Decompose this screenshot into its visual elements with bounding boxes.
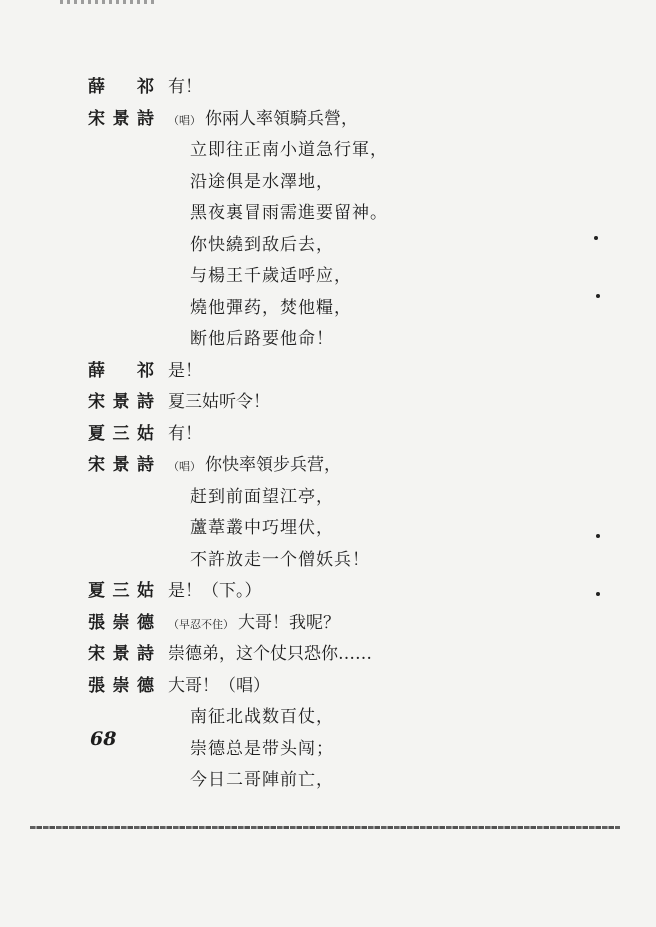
verse-line <box>190 513 334 545</box>
line-text: 赶到前面望江亭， <box>190 486 334 507</box>
verse-line <box>190 261 352 293</box>
line-text: 是！（下。） <box>168 581 262 601</box>
verse-line <box>190 167 334 199</box>
line-text: 立即往正南小道急行軍， <box>190 140 388 160</box>
line-text: 你兩人率領騎兵營， <box>205 108 358 129</box>
script-line <box>88 198 568 230</box>
script-line <box>88 513 568 545</box>
script-line <box>88 482 568 514</box>
speaker-name: 薛 祁 <box>88 77 154 97</box>
script-line <box>88 576 568 608</box>
dialogue-text <box>168 104 358 137</box>
dialogue-text <box>168 639 372 671</box>
dialogue-text <box>168 72 202 104</box>
speaker-name: 宋景詩 <box>88 392 154 412</box>
line-text: 崇德总是带头闯； <box>190 738 334 759</box>
script-line <box>88 230 568 262</box>
speaker-name: 夏三姑 <box>88 423 154 444</box>
script-line <box>88 167 568 199</box>
line-text: 断他后路要他命！ <box>190 329 334 349</box>
verse-line <box>190 765 334 797</box>
line-text: 蘆葦叢中巧埋伏， <box>190 518 334 538</box>
script-line <box>88 608 568 640</box>
speaker-name: 宋景詩 <box>88 108 154 129</box>
speaker-name: 宋景詩 <box>88 644 154 664</box>
line-text: 燒他彈药，焚他糧， <box>190 297 352 318</box>
scan-speck <box>594 236 598 240</box>
line-text: 与楊王千歲适呼应， <box>190 266 352 286</box>
script-line <box>88 639 568 671</box>
script-line <box>88 104 568 136</box>
dialogue-text <box>168 671 270 703</box>
dialogue-text <box>168 576 262 608</box>
scan-speck <box>596 534 600 538</box>
verse-line <box>190 135 388 167</box>
scan-speck <box>596 294 600 298</box>
line-text: 黑夜裏冒雨需進要留神。 <box>190 203 388 223</box>
script-line <box>88 671 568 703</box>
line-text: 南征北战数百仗， <box>190 707 334 727</box>
script-body <box>88 72 568 797</box>
dialogue-text <box>168 356 202 388</box>
line-text: 崇德弟，这个仗只恐你…… <box>168 644 372 664</box>
script-line <box>88 293 568 325</box>
script-line <box>88 387 568 419</box>
script-line <box>88 450 568 482</box>
line-text: 今日二哥陣前亡， <box>190 770 334 790</box>
script-line <box>88 545 568 577</box>
script-line <box>88 356 568 388</box>
verse-line <box>190 293 352 325</box>
script-line <box>88 72 568 104</box>
dialogue-text <box>168 387 270 419</box>
line-text: 有！ <box>168 423 202 444</box>
line-text: 你快繞到敌后去， <box>190 234 334 255</box>
verse-line <box>190 482 334 514</box>
verse-line <box>190 230 334 262</box>
script-line <box>88 702 568 734</box>
speaker-name: 張崇德 <box>88 675 154 696</box>
stage-direction: （唱） <box>168 460 201 473</box>
bottom-scan-edge <box>30 826 620 829</box>
line-text: 是！ <box>168 360 202 381</box>
dialogue-text <box>168 608 340 641</box>
dialogue-text <box>168 419 202 451</box>
line-text: 不許放走一个僧妖兵！ <box>190 549 370 570</box>
verse-line <box>190 545 370 577</box>
line-text: 大哥！（唱） <box>168 675 270 696</box>
line-text: 夏三姑听令！ <box>168 392 270 412</box>
script-line <box>88 419 568 451</box>
line-text: 有！ <box>168 77 202 97</box>
page-number: 68 <box>90 728 117 750</box>
stage-direction: （唱） <box>168 113 201 127</box>
top-scan-noise <box>60 0 155 4</box>
speaker-name: 夏三姑 <box>88 581 154 601</box>
script-line <box>88 135 568 167</box>
line-text: 沿途俱是水澤地， <box>190 171 334 192</box>
stage-direction: （早忍不住） <box>168 617 234 631</box>
speaker-name: 宋景詩 <box>88 455 154 475</box>
verse-line <box>190 734 334 766</box>
speaker-name: 張崇德 <box>88 612 154 633</box>
script-line <box>88 324 568 356</box>
verse-line <box>190 324 334 356</box>
script-line <box>88 765 568 797</box>
verse-line <box>190 198 388 230</box>
scan-speck <box>596 592 600 596</box>
line-text: 大哥！我呢？ <box>238 612 340 633</box>
script-line <box>88 734 568 766</box>
script-line <box>88 261 568 293</box>
dialogue-text <box>168 450 341 483</box>
verse-line <box>190 702 334 734</box>
speaker-name: 薛 祁 <box>88 360 154 381</box>
line-text: 你快率領步兵营， <box>205 455 341 475</box>
